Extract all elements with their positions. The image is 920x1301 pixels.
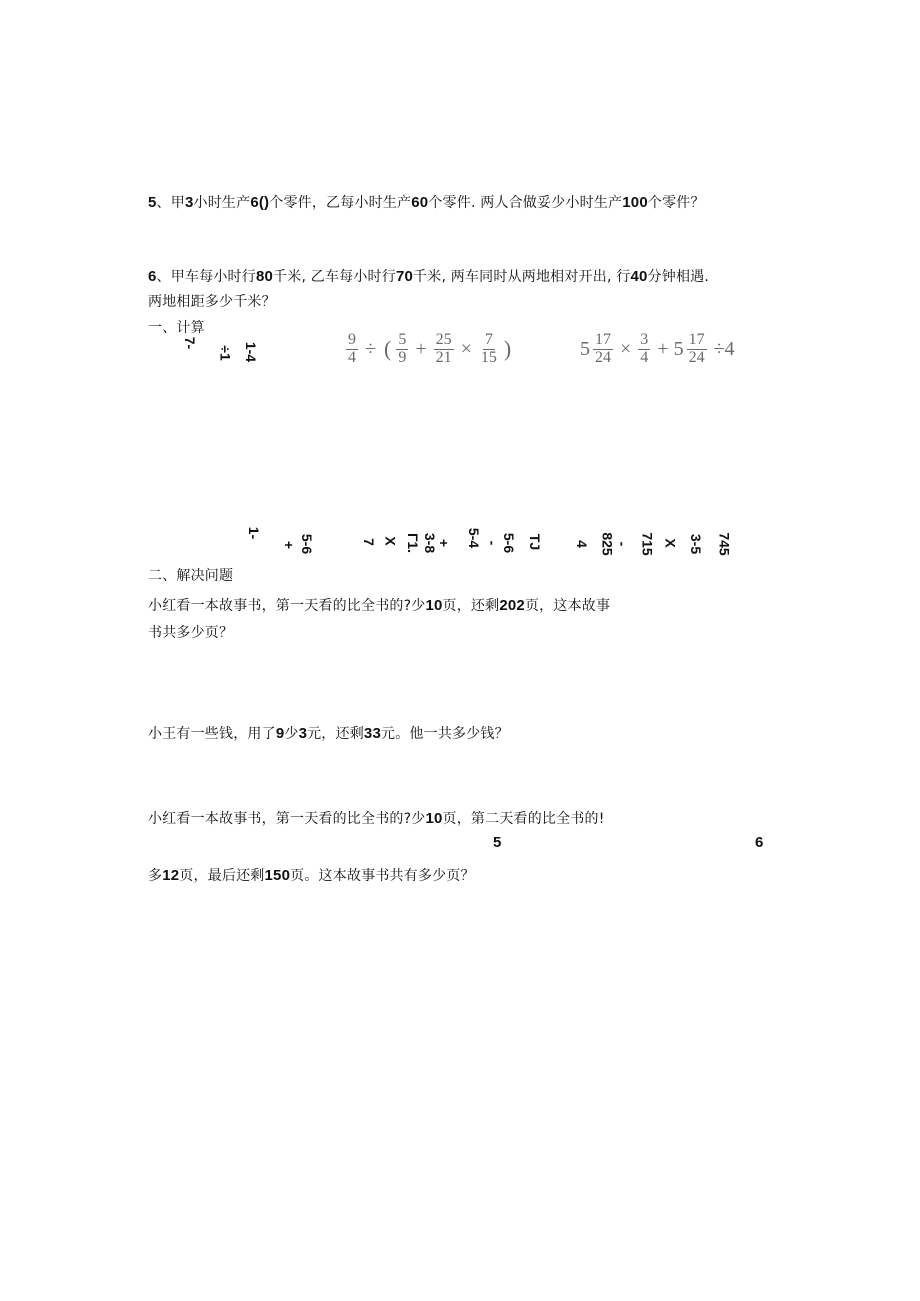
- calc-fragment: 745: [716, 532, 733, 556]
- expression-2: 5 $\frac{17}{24}$ × $\frac{3}{4}$ + 5 $\frac{17}{24}$ ÷4: [580, 331, 735, 366]
- calc-fragment: +: [281, 540, 298, 550]
- calc-fragment: Γ1.: [405, 532, 422, 554]
- section-2-title: 二、解决问题: [148, 568, 234, 584]
- calc-fragment: 825: [599, 532, 616, 556]
- problem-1-line2: 书共多少页？: [148, 625, 234, 641]
- calc-fragment: 5-6: [501, 532, 518, 554]
- fraction: $\frac{17}{24}$: [688, 331, 705, 366]
- calc-fragment: 1-4: [243, 341, 260, 363]
- calc-fragment: X: [382, 536, 399, 546]
- fraction: $\frac{3}{4}$: [640, 331, 649, 366]
- fraction-denominator-6: 6: [755, 834, 764, 851]
- calc-fragment: TJ: [527, 533, 544, 551]
- fraction: $\frac{25}{21}$: [435, 331, 452, 366]
- calc-fragment: 4: [573, 540, 590, 548]
- calc-fragment: -: [484, 540, 501, 546]
- calc-fragment: 3-8: [422, 532, 439, 554]
- fraction: $\frac{17}{24}$: [595, 331, 611, 366]
- calc-fragment: 1-: [246, 526, 263, 540]
- problem-1: 小红看一本故事书，第一天看的比全书的?少10页，还剩202页，这本故事: [148, 597, 611, 614]
- calc-fragment: 715: [639, 532, 656, 556]
- fraction: $\frac{9}{4}$: [348, 331, 356, 366]
- problem-2: 小王有一些钱，用了9少3元，还剩33元。他一共多少钱？: [148, 725, 509, 742]
- section-1-title: 一、计算: [148, 320, 205, 336]
- calc-fragment: 7-: [182, 336, 199, 350]
- fraction: $\frac{7}{15}$: [480, 331, 497, 366]
- calc-fragment: ÷1: [217, 345, 234, 361]
- question-6: 6、甲车每小时行80千米, 乙车每小时行70千米, 两车同时从两地相对开出, 行40分钟相遇.: [148, 268, 709, 285]
- calc-fragment: X: [662, 538, 679, 548]
- calc-fragment: -: [614, 541, 631, 547]
- calc-fragment: 5-6: [299, 533, 316, 555]
- calc-fragment: +: [436, 538, 453, 548]
- calc-fragment: 5-4: [466, 527, 483, 549]
- q5-number: 5: [148, 194, 157, 211]
- calc-fragment: 3-5: [688, 533, 705, 555]
- fraction: $\frac{5}{9}$: [398, 331, 407, 366]
- calc-fragment: 7: [360, 538, 377, 546]
- problem-3: 小红看一本故事书，第一天看的比全书的?少10页，第二天看的比全书的!: [148, 810, 605, 827]
- question-6-line2: 两地相距多少千米？: [148, 294, 276, 310]
- question-5: 5、甲3小时生产6()个零件，乙每小时生产60个零件. 两人合做妥少小时生产100个零件？: [148, 194, 705, 211]
- expression-1: $\frac{9}{4}$ ÷ ( $\frac{5}{9}$ + $\frac{25}{21}$ × $\frac{7}{15}$ ): [348, 331, 512, 366]
- problem-3-line3: 多12页，最后还剩150页。这本故事书共有多少页？: [148, 867, 475, 884]
- fraction-denominator-5: 5: [493, 834, 502, 851]
- q6-number: 6: [148, 268, 157, 285]
